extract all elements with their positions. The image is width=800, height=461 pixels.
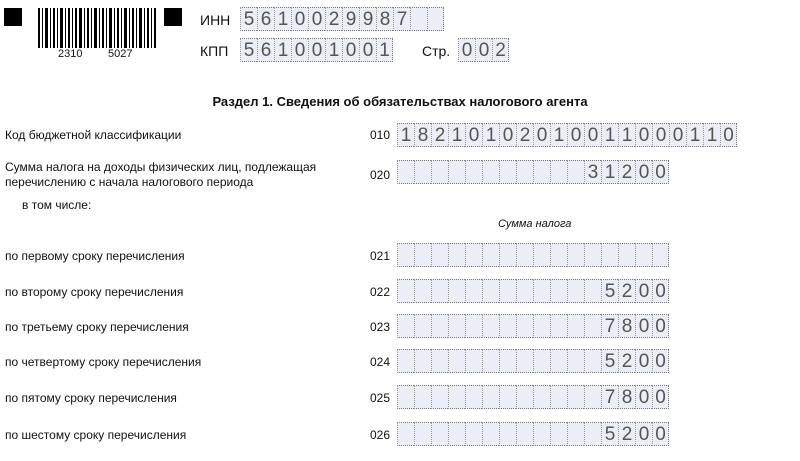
digit-cell[interactable] <box>567 279 584 303</box>
digit-cell[interactable] <box>482 385 499 409</box>
digit-cell[interactable]: 0 <box>342 38 359 62</box>
term3-label: по третьему сроку перечисления <box>5 320 189 334</box>
digit-cell[interactable] <box>567 160 584 184</box>
digit-cell[interactable] <box>550 349 567 373</box>
digit-cell[interactable] <box>618 243 635 267</box>
digit-cell[interactable] <box>567 422 584 446</box>
digit-cell[interactable] <box>465 349 482 373</box>
digit-cell[interactable] <box>533 422 550 446</box>
digit-cell[interactable] <box>448 160 465 184</box>
digit-cell[interactable] <box>567 314 584 338</box>
digit-cell[interactable]: 1 <box>397 123 414 147</box>
kbk-label: Код бюджетной классификации <box>5 128 182 142</box>
digit-cell[interactable]: 0 <box>652 314 669 338</box>
tax-sum-caption: Сумма налога <box>498 218 572 230</box>
digit-cell[interactable]: 0 <box>635 314 652 338</box>
digit-cell[interactable] <box>516 422 533 446</box>
digit-cell[interactable]: 0 <box>359 38 376 62</box>
digit-cell[interactable] <box>465 422 482 446</box>
digit-cell[interactable] <box>567 385 584 409</box>
barcode-number-right: 5027 <box>108 48 133 60</box>
digit-cell[interactable] <box>567 243 584 267</box>
digit-cell[interactable]: 1 <box>448 123 465 147</box>
term6-label: по шестому сроку перечисления <box>5 428 187 442</box>
barcode-number-left: 2310 <box>58 48 83 60</box>
digit-cell[interactable]: 0 <box>652 160 669 184</box>
digit-cell[interactable]: 0 <box>635 279 652 303</box>
digit-cell[interactable] <box>397 243 414 267</box>
term6-field[interactable] <box>397 422 669 446</box>
digit-cell[interactable]: 0 <box>635 160 652 184</box>
digit-cell[interactable] <box>533 279 550 303</box>
digit-cell[interactable] <box>499 243 516 267</box>
digit-cell[interactable]: 2 <box>516 123 533 147</box>
digit-cell[interactable]: 8 <box>618 385 635 409</box>
digit-cell[interactable] <box>499 349 516 373</box>
term3-field[interactable] <box>397 314 669 338</box>
digit-cell[interactable]: 2 <box>618 349 635 373</box>
term1-code: 021 <box>370 249 391 263</box>
digit-cell[interactable] <box>482 314 499 338</box>
digit-cell[interactable] <box>584 422 601 446</box>
digit-cell[interactable]: 0 <box>720 123 737 147</box>
digit-cell[interactable] <box>584 243 601 267</box>
digit-cell[interactable]: 5 <box>601 279 618 303</box>
page-label: Стр. <box>422 43 451 59</box>
digit-cell[interactable] <box>550 385 567 409</box>
kpp-field[interactable] <box>240 38 393 62</box>
digit-cell[interactable] <box>482 243 499 267</box>
digit-cell[interactable]: 2 <box>618 422 635 446</box>
term1-label: по первому сроку перечисления <box>5 249 185 263</box>
digit-cell[interactable] <box>431 349 448 373</box>
digit-cell[interactable] <box>499 314 516 338</box>
digit-cell[interactable]: 1 <box>601 160 618 184</box>
digit-cell[interactable]: 0 <box>567 123 584 147</box>
digit-cell[interactable]: 0 <box>635 422 652 446</box>
digit-cell[interactable]: 1 <box>618 123 635 147</box>
digit-cell[interactable]: 1 <box>325 38 342 62</box>
digit-cell[interactable] <box>397 349 414 373</box>
inn-field[interactable] <box>240 7 444 31</box>
digit-cell[interactable]: 8 <box>618 314 635 338</box>
digit-cell[interactable] <box>431 279 448 303</box>
digit-cell[interactable] <box>482 349 499 373</box>
registration-marker-right <box>164 8 182 26</box>
term5-field[interactable] <box>397 385 669 409</box>
digit-cell[interactable] <box>448 279 465 303</box>
digit-cell[interactable] <box>410 7 427 31</box>
barcode-icon <box>38 8 156 48</box>
digit-cell[interactable] <box>414 349 431 373</box>
digit-cell[interactable] <box>448 243 465 267</box>
digit-cell[interactable] <box>448 422 465 446</box>
digit-cell[interactable]: 5 <box>601 422 618 446</box>
digit-cell[interactable]: 0 <box>308 7 325 31</box>
total-tax-label-line2: перечислению с начала налогового периода <box>5 175 254 189</box>
digit-cell[interactable] <box>414 314 431 338</box>
term5-code: 025 <box>370 391 391 405</box>
digit-cell[interactable] <box>584 349 601 373</box>
digit-cell[interactable]: 0 <box>652 123 669 147</box>
kbk-code: 010 <box>370 128 391 142</box>
term4-label: по четвертому сроку перечисления <box>5 355 202 369</box>
digit-cell[interactable] <box>516 385 533 409</box>
digit-cell[interactable] <box>533 243 550 267</box>
digit-cell[interactable]: 0 <box>635 349 652 373</box>
digit-cell[interactable]: 0 <box>475 38 492 62</box>
digit-cell[interactable]: 2 <box>618 160 635 184</box>
digit-cell[interactable] <box>499 279 516 303</box>
digit-cell[interactable]: 0 <box>584 123 601 147</box>
digit-cell[interactable]: 0 <box>652 279 669 303</box>
kpp-label: КПП <box>200 43 229 59</box>
digit-cell[interactable] <box>397 160 414 184</box>
digit-cell[interactable] <box>584 314 601 338</box>
digit-cell[interactable]: 2 <box>325 7 342 31</box>
digit-cell[interactable] <box>499 422 516 446</box>
digit-cell[interactable]: 1 <box>601 123 618 147</box>
digit-cell[interactable]: 0 <box>291 7 308 31</box>
digit-cell[interactable] <box>652 243 669 267</box>
section-title: Раздел 1. Сведения об обязательствах налогового агента <box>212 94 588 109</box>
digit-cell[interactable] <box>465 279 482 303</box>
registration-marker-left <box>4 8 22 26</box>
term3-code: 023 <box>370 320 391 334</box>
digit-cell[interactable]: 2 <box>618 279 635 303</box>
digit-cell[interactable] <box>482 422 499 446</box>
term4-field[interactable] <box>397 349 669 373</box>
digit-cell[interactable] <box>414 243 431 267</box>
digit-cell[interactable]: 0 <box>652 385 669 409</box>
digit-cell[interactable]: 0 <box>465 123 482 147</box>
digit-cell[interactable]: 0 <box>669 123 686 147</box>
digit-cell[interactable]: 1 <box>376 38 393 62</box>
digit-cell[interactable] <box>482 160 499 184</box>
digit-cell[interactable] <box>533 314 550 338</box>
digit-cell[interactable] <box>584 385 601 409</box>
digit-cell[interactable]: 2 <box>431 123 448 147</box>
digit-cell[interactable]: 0 <box>635 123 652 147</box>
digit-cell[interactable] <box>431 385 448 409</box>
digit-cell[interactable] <box>448 385 465 409</box>
digit-cell[interactable]: 6 <box>257 7 274 31</box>
digit-cell[interactable]: 8 <box>414 123 431 147</box>
digit-cell[interactable]: 5 <box>240 38 257 62</box>
digit-cell[interactable]: 2 <box>492 38 509 62</box>
digit-cell[interactable] <box>516 243 533 267</box>
digit-cell[interactable] <box>465 385 482 409</box>
digit-cell[interactable] <box>550 314 567 338</box>
digit-cell[interactable]: 6 <box>257 38 274 62</box>
digit-cell[interactable] <box>550 279 567 303</box>
term1-field[interactable] <box>397 243 669 267</box>
digit-cell[interactable]: 0 <box>635 385 652 409</box>
digit-cell[interactable]: 1 <box>274 7 291 31</box>
digit-cell[interactable]: 0 <box>458 38 475 62</box>
digit-cell[interactable]: 0 <box>652 422 669 446</box>
digit-cell[interactable] <box>414 385 431 409</box>
digit-cell[interactable]: 7 <box>393 7 410 31</box>
digit-cell[interactable] <box>414 160 431 184</box>
digit-cell[interactable] <box>516 349 533 373</box>
digit-cell[interactable]: 1 <box>703 123 720 147</box>
term2-field[interactable] <box>397 279 669 303</box>
digit-cell[interactable]: 7 <box>601 385 618 409</box>
digit-cell[interactable] <box>397 279 414 303</box>
digit-cell[interactable] <box>431 160 448 184</box>
digit-cell[interactable]: 0 <box>652 349 669 373</box>
digit-cell[interactable] <box>427 7 444 31</box>
digit-cell[interactable] <box>533 385 550 409</box>
digit-cell[interactable] <box>584 279 601 303</box>
digit-cell[interactable]: 0 <box>291 38 308 62</box>
digit-cell[interactable]: 1 <box>274 38 291 62</box>
digit-cell[interactable] <box>550 422 567 446</box>
digit-cell[interactable] <box>465 243 482 267</box>
page-number-field[interactable] <box>458 38 509 62</box>
digit-cell[interactable]: 1 <box>482 123 499 147</box>
digit-cell[interactable] <box>601 243 618 267</box>
inn-label: ИНН <box>200 12 231 28</box>
digit-cell[interactable] <box>550 243 567 267</box>
kbk-field[interactable] <box>397 123 737 147</box>
digit-cell[interactable] <box>431 314 448 338</box>
total-tax-field[interactable] <box>397 160 669 184</box>
digit-cell[interactable]: 0 <box>533 123 550 147</box>
digit-cell[interactable]: 3 <box>584 160 601 184</box>
digit-cell[interactable] <box>499 385 516 409</box>
digit-cell[interactable] <box>465 314 482 338</box>
digit-cell[interactable]: 1 <box>686 123 703 147</box>
digit-cell[interactable] <box>533 160 550 184</box>
digit-cell[interactable]: 5 <box>240 7 257 31</box>
term6-code: 026 <box>370 428 391 442</box>
total-tax-label-line1: Сумма налога на доходы физических лиц, подлежащая <box>5 160 317 174</box>
term4-code: 024 <box>370 355 391 369</box>
digit-cell[interactable] <box>414 279 431 303</box>
digit-cell[interactable] <box>397 422 414 446</box>
digit-cell[interactable]: 8 <box>376 7 393 31</box>
digit-cell[interactable] <box>465 160 482 184</box>
total-tax-code: 020 <box>370 168 391 182</box>
digit-cell[interactable] <box>635 243 652 267</box>
digit-cell[interactable] <box>516 314 533 338</box>
digit-cell[interactable] <box>550 160 567 184</box>
digit-cell[interactable]: 7 <box>601 314 618 338</box>
digit-cell[interactable] <box>482 279 499 303</box>
digit-cell[interactable] <box>431 422 448 446</box>
term2-code: 022 <box>370 285 391 299</box>
digit-cell[interactable]: 0 <box>499 123 516 147</box>
digit-cell[interactable] <box>516 279 533 303</box>
digit-cell[interactable] <box>448 314 465 338</box>
digit-cell[interactable]: 9 <box>342 7 359 31</box>
including-label: в том числе: <box>22 198 92 212</box>
digit-cell[interactable] <box>431 243 448 267</box>
digit-cell[interactable]: 0 <box>308 38 325 62</box>
digit-cell[interactable]: 9 <box>359 7 376 31</box>
digit-cell[interactable] <box>414 422 431 446</box>
digit-cell[interactable] <box>516 160 533 184</box>
digit-cell[interactable] <box>448 349 465 373</box>
digit-cell[interactable] <box>567 349 584 373</box>
digit-cell[interactable] <box>499 160 516 184</box>
digit-cell[interactable] <box>397 385 414 409</box>
digit-cell[interactable] <box>533 349 550 373</box>
digit-cell[interactable]: 1 <box>550 123 567 147</box>
digit-cell[interactable] <box>397 314 414 338</box>
term5-label: по пятому сроку перечисления <box>5 391 177 405</box>
digit-cell[interactable]: 5 <box>601 349 618 373</box>
term2-label: по второму сроку перечисления <box>5 285 184 299</box>
